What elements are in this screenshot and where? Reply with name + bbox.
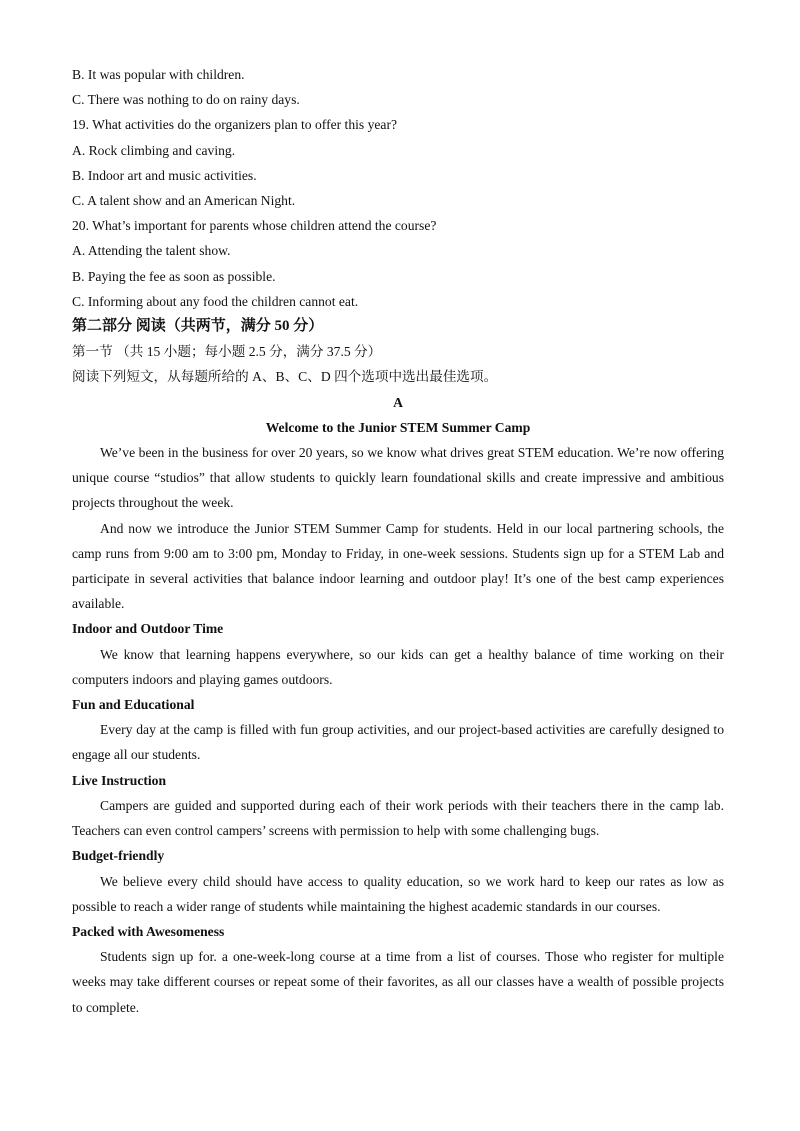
section-heading: Live Instruction	[72, 772, 167, 788]
subsection-info: 第一节 （共 15 小题；每小题 2.5 分，满分 37.5 分）	[72, 344, 382, 360]
question-20: 20. What’s important for parents whose children attend the course?	[72, 218, 437, 234]
section-text: We know that learning happens everywhere, so our kids can get a healthy balance of time working on their computers indoors and playing games outdoors.	[72, 646, 724, 687]
option-18c: C. There was nothing to do on rainy days.	[72, 92, 300, 108]
option-19b: B. Indoor art and music activities.	[72, 167, 257, 183]
option-20c: C. Informing about any food the children cannot eat.	[72, 293, 359, 309]
intro-paragraph-1: We’ve been in the business for over 20 years, so we know what drives great STEM education. We’re now offering unique course “studios” that allow students to quickly learn foundational skills and create impressive and ambitious projects throughout the week.	[72, 445, 724, 511]
section-text: We believe every child should have access to quality education, so we work hard to keep our rates as low as possible to reach a wider range of students while maintaining the highest academic standards in our courses.	[72, 873, 724, 914]
part-title: 第二部分 阅读（共两节，满分 50 分）	[72, 318, 324, 335]
option-20a: A. Attending the talent show.	[72, 243, 231, 259]
section-heading: Packed with Awesomeness	[72, 923, 225, 939]
instructions: 阅读下列短文，从每题所给的 A、B、C、D 四个选项中选出最佳选项。	[72, 369, 498, 385]
question-19: 19. What activities do the organizers plan to offer this year?	[72, 117, 398, 133]
passage-title: Welcome to the Junior STEM Summer Camp	[265, 419, 531, 435]
section-text: Students sign up for. a one-week-long course at a time from a list of courses. Those who register for multiple weeks may take different courses or repeat some of their favorites, as all our classes have a wealth of possible projects to complete.	[72, 949, 724, 1015]
section-heading: Indoor and Outdoor Time	[72, 621, 224, 637]
option-19a: A. Rock climbing and caving.	[72, 142, 236, 158]
exam-page	[72, 62, 724, 1020]
section-heading: Budget-friendly	[72, 848, 165, 864]
option-20b: B. Paying the fee as soon as possible.	[72, 268, 276, 284]
section-heading: Fun and Educational	[72, 697, 195, 713]
option-18b: B. It was popular with children.	[72, 67, 245, 82]
option-19c: C. A talent show and an American Night.	[72, 193, 296, 209]
intro-paragraph-2: And now we introduce the Junior STEM Summer Camp for students. Held in our local partnering schools, the camp runs from 9:00 am to 3:00 pm, Monday to Friday, in one-week sessions. Students sign up for a STEM Lab and participate in several activities that balance indoor learning and outdoor play! It’s one of the best camp experiences available.	[72, 520, 724, 612]
section-text: Every day at the camp is filled with fun group activities, and our project-based activities are carefully designed to engage all our students.	[72, 722, 724, 763]
passage-letter: A	[393, 394, 403, 410]
section-text: Campers are guided and supported during each of their work periods with their teachers there in the camp lab. Teachers can even control campers’ screens with permission to help with some challenging bugs.	[72, 797, 724, 839]
